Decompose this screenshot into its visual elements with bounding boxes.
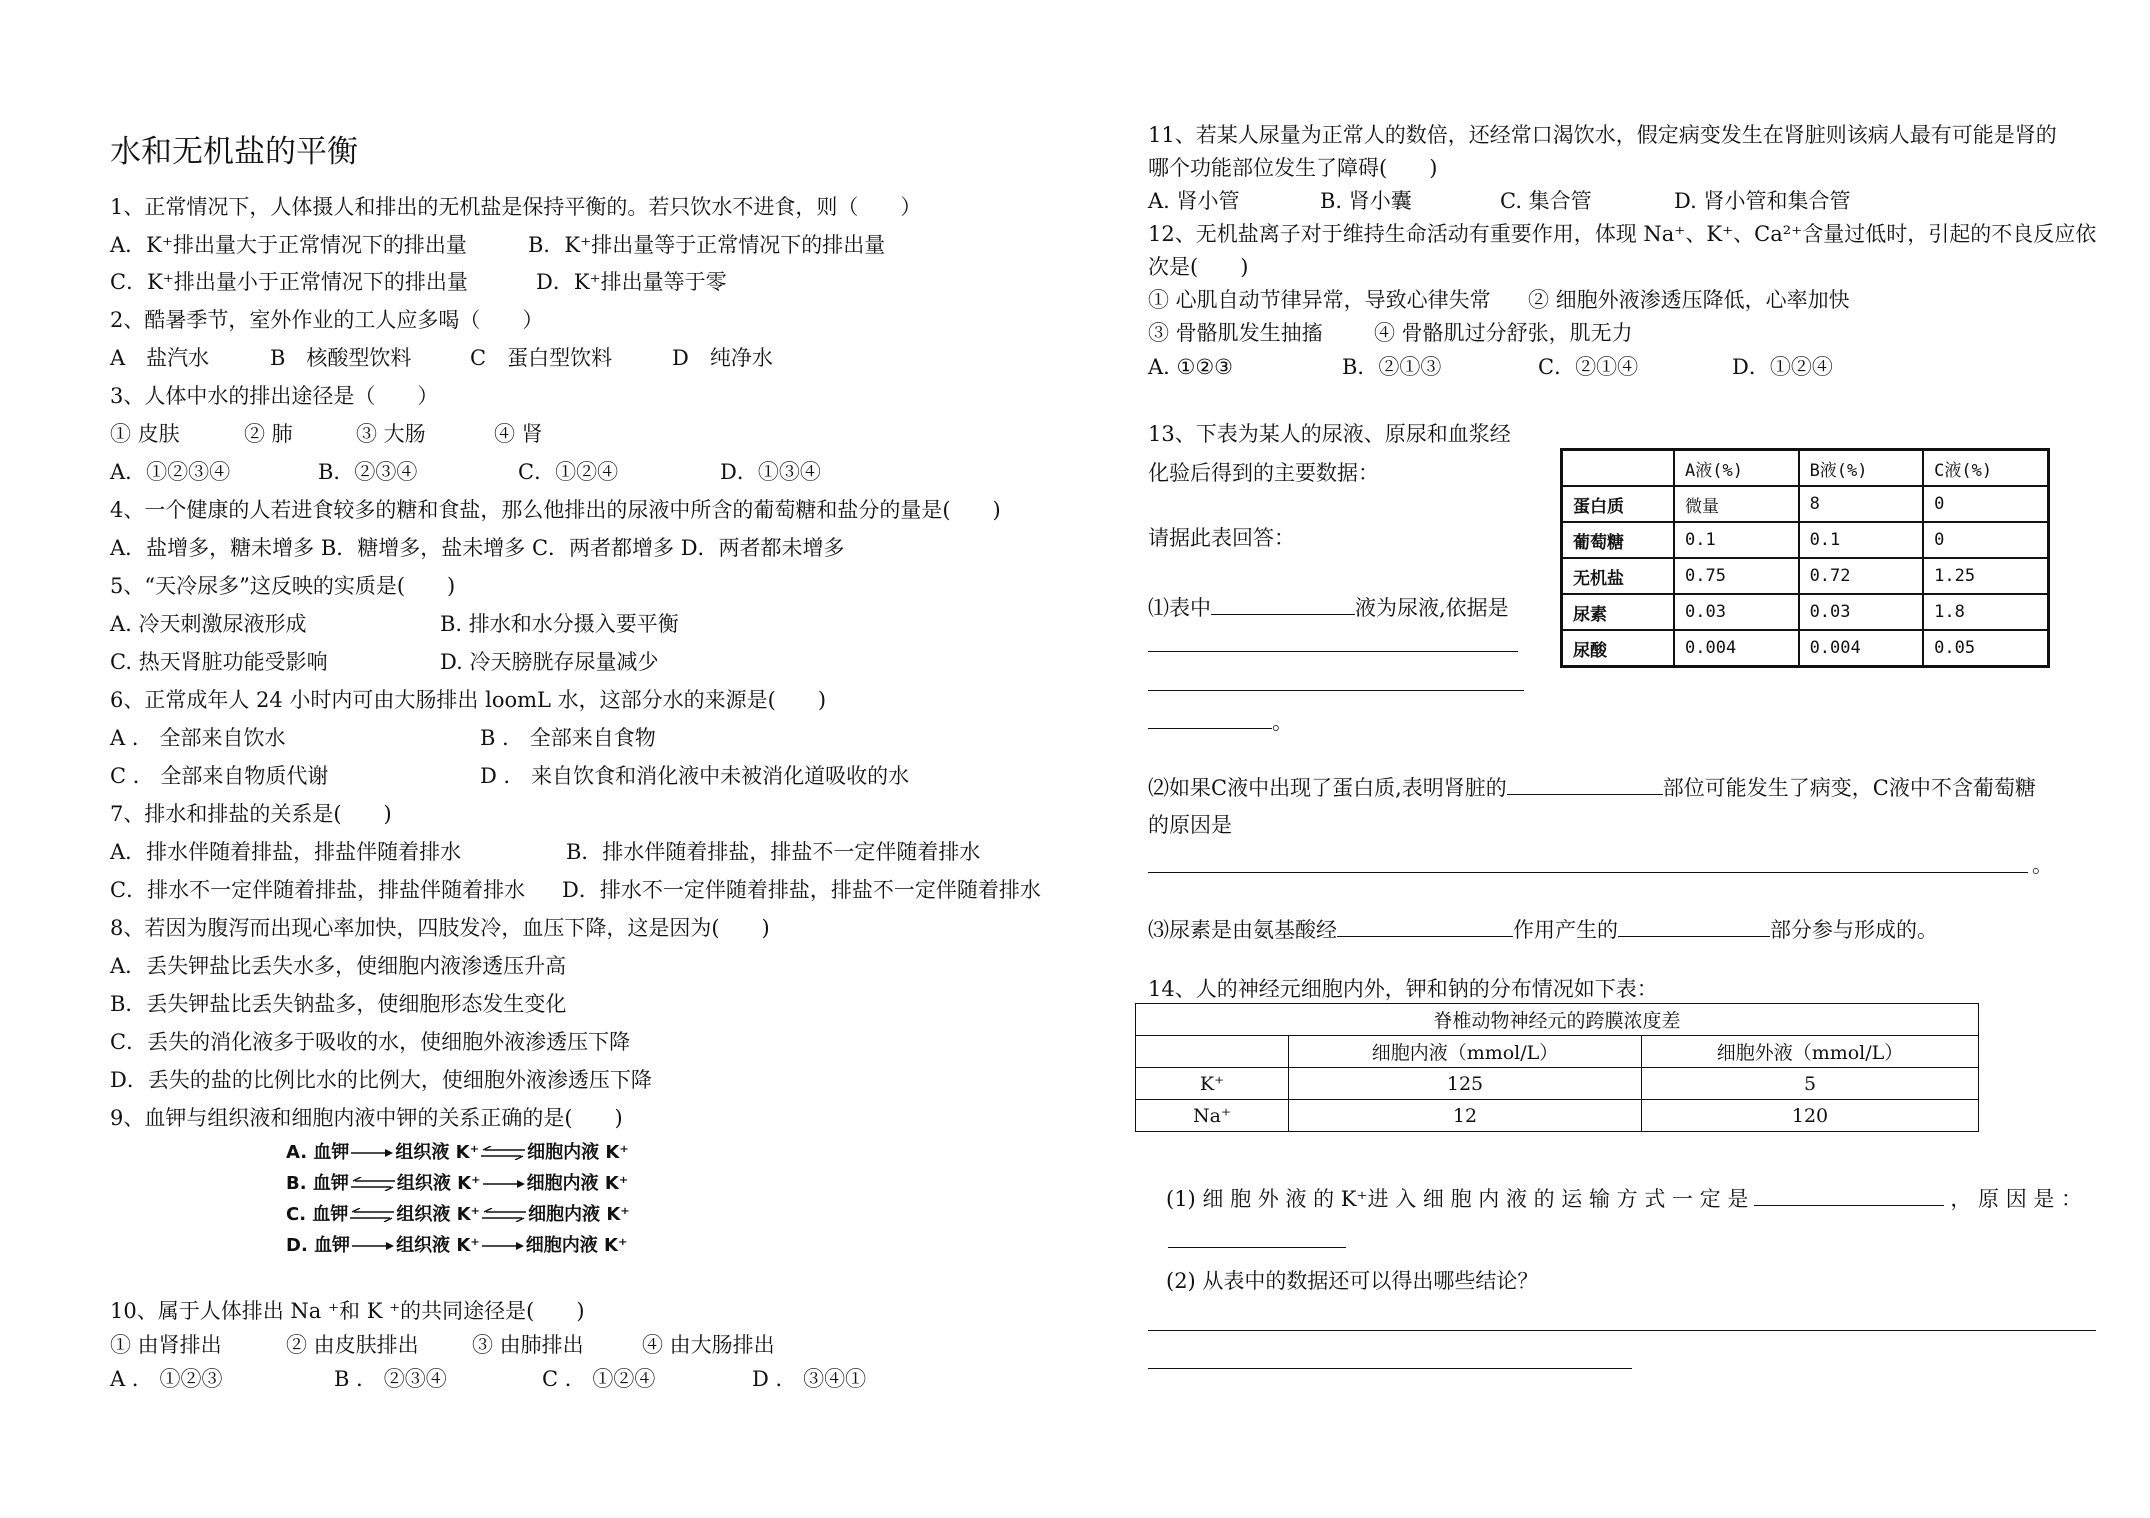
row-label: 尿酸 <box>1562 630 1675 667</box>
q14-sub1-reason: ， 原 因 是 ： <box>1950 1187 2083 1211</box>
q3-option-b[interactable]: B．②③④ <box>318 460 418 484</box>
table-row <box>1562 558 2049 594</box>
q9-tissue-k: 组织液 K⁺ <box>396 1204 481 1225</box>
q9-option-b[interactable] <box>286 1172 628 1196</box>
q2-option-c[interactable]: C 蛋白型饮料 <box>470 346 613 370</box>
table-cell: 0.05 <box>1923 630 2048 667</box>
q2-option-d[interactable]: D 纯净水 <box>672 346 773 370</box>
page-title: 水和无机盐的平衡 <box>110 134 358 170</box>
table-cell: 1.25 <box>1923 558 2048 594</box>
q11-option-c[interactable]: C. 集合管 <box>1500 189 1592 213</box>
q14-table-caption-row <box>1136 1004 1979 1036</box>
q12-stem-line2: 次是( ) <box>1148 255 1249 279</box>
q9-option-b-letter: B. <box>286 1173 307 1194</box>
q1-option-c[interactable]: C．K⁺排出量小于正常情况下的排出量 <box>110 270 468 294</box>
q5-option-b[interactable]: B. 排水和水分摄入要平衡 <box>440 612 679 636</box>
q9-stem: 9、血钾与组织液和细胞内液中钾的关系正确的是( ) <box>110 1106 623 1130</box>
table-cell: 微量 <box>1674 486 1799 522</box>
q6-stem: 6、正常成年人 24 小时内可由大肠排出 loomL 水，这部分水的来源是( ) <box>110 688 827 712</box>
q10-stem: 10、属于人体排出 Na ⁺和 K ⁺的共同途径是( ) <box>110 1299 585 1323</box>
q8-option-b[interactable]: B．丢失钾盐比丢失钠盐多，使细胞形态发生变化 <box>110 992 567 1016</box>
table-cell: 0.004 <box>1799 630 1924 667</box>
q9-blood-k: 血钾 <box>312 1173 349 1194</box>
q13-header-c: C液(%) <box>1923 450 2048 487</box>
q14-sub2-answer-line-1[interactable] <box>1148 1330 2096 1331</box>
q14-sub2-answer-line-2[interactable] <box>1148 1368 1632 1369</box>
q13-stem-line3: 请据此表回答： <box>1148 526 1295 550</box>
q13-part2-answer-line[interactable] <box>1148 872 2028 873</box>
q11-option-a[interactable]: A. 肾小管 <box>1148 189 1240 213</box>
q6-option-c[interactable]: C ． 全部来自物质代谢 <box>110 764 329 788</box>
q13-stem-line1: 13、下表为某人的尿液、原尿和血浆经 <box>1148 422 1511 446</box>
row-label: 蛋白质 <box>1562 486 1675 522</box>
q2-option-b[interactable]: B 核酸型饮料 <box>270 346 412 370</box>
q13-part2-period: 。 <box>2032 853 2053 877</box>
double-arrow-icon <box>481 1146 525 1160</box>
q3-option-d[interactable]: D．①③④ <box>720 460 821 484</box>
q1-stem: 1、正常情况下，人体摄人和排出的无机盐是保持平衡的。若只饮水不进食，则（ ） <box>110 195 922 219</box>
q9-option-a[interactable] <box>286 1141 629 1165</box>
table-row <box>1562 486 2049 522</box>
q13-part3-label: ⑶尿素是由氨基酸经 <box>1148 918 1337 942</box>
table-row <box>1562 630 2049 667</box>
q1-option-b[interactable]: B．K⁺排出量等于正常情况下的排出量 <box>528 233 886 257</box>
q12-option-d[interactable]: D．①②④ <box>1732 355 1833 379</box>
q3-item-3: ③ 大肠 <box>356 422 426 446</box>
table-row <box>1562 522 2049 558</box>
table-cell: 5 <box>1642 1068 1979 1100</box>
q14-data-table <box>1135 1003 1979 1132</box>
q13-part1-text: 液为尿液,依据是 <box>1355 596 1509 620</box>
q14-table-caption: 脊椎动物神经元的跨膜浓度差 <box>1136 1004 1979 1036</box>
q13-table-header <box>1562 450 2049 487</box>
table-cell: 0.72 <box>1799 558 1924 594</box>
q13-part3-text-2: 部分参与形成的。 <box>1770 918 1938 942</box>
table-row <box>1136 1068 1979 1100</box>
q3-item-2: ② 肺 <box>244 422 293 446</box>
q13-part2-label: ⑵如果C液中出现了蛋白质,表明肾脏的 <box>1148 776 1507 800</box>
q9-option-d[interactable] <box>286 1234 628 1258</box>
q8-option-d[interactable]: D．丢失的盐的比例比水的比例大，使细胞外液渗透压下降 <box>110 1068 652 1092</box>
table-cell: 120 <box>1642 1100 1979 1132</box>
q14-sub1-answer-line[interactable] <box>1168 1247 1346 1248</box>
q3-item-4: ④ 肾 <box>494 422 543 446</box>
q11-stem-line2: 哪个功能部位发生了障碍( ) <box>1148 156 1438 180</box>
q9-option-c[interactable] <box>286 1203 630 1227</box>
q13-answer-line-1[interactable] <box>1148 651 1518 652</box>
q14-header-extracellular: 细胞外液（mmol/L） <box>1642 1036 1979 1068</box>
q14-header-empty <box>1136 1036 1289 1068</box>
q14-stem: 14、人的神经元细胞内外，钾和钠的分布情况如下表： <box>1148 977 1658 1001</box>
row-label: K⁺ <box>1136 1068 1289 1100</box>
q13-part1-blank[interactable] <box>1211 594 1355 615</box>
table-cell: 12 <box>1289 1100 1642 1132</box>
q13-data-table <box>1560 448 2050 668</box>
q9-cell-k: 细胞内液 K⁺ <box>526 1173 629 1194</box>
table-cell: 0.75 <box>1674 558 1799 594</box>
table-cell: 0 <box>1923 486 2048 522</box>
q2-stem: 2、酷暑季节，室外作业的工人应多喝（ ） <box>110 308 544 332</box>
q13-part2-blank[interactable] <box>1507 774 1663 795</box>
q3-option-c[interactable]: C．①②④ <box>518 460 619 484</box>
q7-option-d[interactable]: D．排水不一定伴随着排盐，排盐不一定伴随着排水 <box>562 878 1041 902</box>
q13-part2-text: 部位可能发生了病变，C液中不含葡萄糖 <box>1662 776 2036 800</box>
q9-cell-k: 细胞内液 K⁺ <box>528 1204 630 1225</box>
table-cell: 0.1 <box>1674 522 1799 558</box>
q11-option-d[interactable]: D. 肾小管和集合管 <box>1674 189 1851 213</box>
q13-part1-label: ⑴表中 <box>1148 596 1211 620</box>
q12-item-2: ② 细胞外液渗透压降低，心率加快 <box>1528 288 1850 312</box>
q9-blood-k: 血钾 <box>312 1204 349 1225</box>
row-label: 尿素 <box>1562 594 1675 630</box>
q1-option-a[interactable]: A．K⁺排出量大于正常情况下的排出量 <box>110 233 467 257</box>
q4-stem: 4、一个健康的人若进食较多的糖和食盐，那么他排出的尿液中所含的葡萄糖和盐分的量是( ) <box>110 498 1001 522</box>
double-arrow-icon <box>350 1208 394 1222</box>
q10-item-2: ② 由皮肤排出 <box>286 1333 419 1357</box>
q10-option-d[interactable]: D ． ③④① <box>752 1367 867 1391</box>
q12-stem-line1: 12、无机盐离子对于维持生命活动有重要作用，体现 Na⁺、K⁺、Ca²⁺含量过低时，引起的不良反应依 <box>1148 222 2097 246</box>
q13-part3-text-1: 作用产生的 <box>1513 918 1618 942</box>
q11-option-b[interactable]: B. 肾小囊 <box>1320 189 1412 213</box>
right-arrow-icon <box>352 1240 394 1252</box>
q5-option-c[interactable]: C. 热天肾脏功能受影响 <box>110 650 328 674</box>
q8-option-a[interactable]: A．丢失钾盐比丢失水多，使细胞内液渗透压升高 <box>110 954 567 978</box>
q13-part1 <box>1148 594 1509 621</box>
q12-item-3: ③ 骨骼肌发生抽搐 <box>1148 321 1323 345</box>
table-cell: 0.004 <box>1674 630 1799 667</box>
q13-part3 <box>1148 916 1938 943</box>
q10-option-a[interactable]: A ． ①②③ <box>110 1367 223 1391</box>
q6-option-d[interactable]: D ． 来自饮食和消化液中未被消化道吸收的水 <box>480 764 910 788</box>
q9-option-c-letter: C. <box>286 1204 307 1225</box>
q13-part2-reason: 的原因是 <box>1148 813 1232 837</box>
q13-answer-line-2[interactable] <box>1148 690 1524 691</box>
q13-header-empty <box>1562 450 1675 487</box>
q1-option-d[interactable]: D．K⁺排出量等于零 <box>536 270 727 294</box>
q9-tissue-k: 组织液 K⁺ <box>396 1173 481 1194</box>
q14-table-header <box>1136 1036 1979 1068</box>
table-row <box>1136 1100 1979 1132</box>
q13-part1-end <box>1148 708 1293 735</box>
q13-part2 <box>1148 774 2036 801</box>
q3-item-1: ① 皮肤 <box>110 422 180 446</box>
q12-item-1: ① 心肌自动节律异常，导致心律失常 <box>1148 288 1491 312</box>
q5-option-a[interactable]: A. 冷天刺激尿液形成 <box>110 612 307 636</box>
q13-part3-blank-1[interactable] <box>1337 916 1513 937</box>
table-cell: 0.1 <box>1799 522 1924 558</box>
table-row <box>1562 594 2049 630</box>
q10-item-4: ④ 由大肠排出 <box>642 1333 775 1357</box>
q8-option-c[interactable]: C．丢失的消化液多于吸收的水，使细胞外液渗透压下降 <box>110 1030 631 1054</box>
q11-stem-line1: 11、若某人尿量为正常人的数倍，还经常口渴饮水，假定病变发生在肾脏则该病人最有可能是肾的 <box>1148 123 2057 147</box>
table-cell: 1.8 <box>1923 594 2048 630</box>
q13-header-b: B液(%) <box>1799 450 1924 487</box>
q7-option-a[interactable]: A．排水伴随着排盐，排盐伴随着排水 <box>110 840 462 864</box>
q8-stem: 8、若因为腹泻而出现心率加快，四肢发冷，血压下降，这是因为( ) <box>110 916 770 940</box>
q14-sub1-blank[interactable] <box>1754 1185 1944 1206</box>
table-cell: 125 <box>1289 1068 1642 1100</box>
q13-answer-line-3[interactable] <box>1148 708 1272 729</box>
q9-cell-k: 细胞内液 K⁺ <box>527 1142 629 1163</box>
q7-option-c[interactable]: C．排水不一定伴随着排盐，排盐伴随着排水 <box>110 878 526 902</box>
q14-header-intracellular: 细胞内液（mmol/L） <box>1289 1036 1642 1068</box>
q12-option-b[interactable]: B．②①③ <box>1342 355 1442 379</box>
q10-option-b[interactable]: B ． ②③④ <box>334 1367 447 1391</box>
table-cell: 8 <box>1799 486 1924 522</box>
q14-sub2: (2) 从表中的数据还可以得出哪些结论？ <box>1166 1269 1539 1293</box>
q6-option-b[interactable]: B ． 全部来自食物 <box>480 726 656 750</box>
q9-blood-k: 血钾 <box>314 1235 351 1256</box>
q4-options[interactable]: A．盐增多，糖未增多 B．糖增多，盐未增多 C．两者都增多 D．两者都未增多 <box>110 536 845 560</box>
q9-cell-k: 细胞内液 K⁺ <box>525 1235 628 1256</box>
q13-part1-period: 。 <box>1272 710 1293 734</box>
q5-stem: 5、“天冷尿多”这反映的实质是( ) <box>110 574 456 598</box>
q10-item-1: ① 由肾排出 <box>110 1333 222 1357</box>
row-label: 无机盐 <box>1562 558 1675 594</box>
q9-tissue-k: 组织液 K⁺ <box>395 1142 480 1163</box>
double-arrow-icon <box>482 1208 526 1222</box>
row-label: 葡萄糖 <box>1562 522 1675 558</box>
q9-option-a-letter: A. <box>286 1142 308 1163</box>
q9-blood-k: 血钾 <box>313 1142 350 1163</box>
q2-option-a[interactable]: A 盐汽水 <box>110 346 210 370</box>
right-arrow-icon <box>351 1147 393 1159</box>
q9-tissue-k: 组织液 K⁺ <box>396 1235 480 1256</box>
row-label: Na⁺ <box>1136 1100 1289 1132</box>
q12-option-c[interactable]: C．②①④ <box>1538 355 1639 379</box>
right-arrow-icon <box>483 1178 525 1190</box>
q13-header-a: A液(%) <box>1674 450 1799 487</box>
q5-option-d[interactable]: D. 冷天膀胱存尿量减少 <box>440 650 659 674</box>
q13-part3-blank-2[interactable] <box>1618 916 1770 937</box>
right-arrow-icon <box>482 1240 524 1252</box>
q3-option-a[interactable]: A．①②③④ <box>110 460 231 484</box>
q12-item-4: ④ 骨骼肌过分舒张，肌无力 <box>1374 321 1633 345</box>
double-arrow-icon <box>351 1177 395 1191</box>
q3-stem: 3、人体中水的排出途径是（ ） <box>110 384 439 408</box>
q10-item-3: ③ 由肺排出 <box>472 1333 584 1357</box>
q7-option-b[interactable]: B．排水伴随着排盐，排盐不一定伴随着排水 <box>566 840 981 864</box>
q6-option-a[interactable]: A ． 全部来自饮水 <box>110 726 286 750</box>
table-cell: 0.03 <box>1674 594 1799 630</box>
q14-sub1 <box>1166 1185 2082 1212</box>
q10-option-c[interactable]: C ． ①②④ <box>542 1367 656 1391</box>
q13-stem-line2: 化验后得到的主要数据： <box>1148 461 1379 485</box>
q7-stem: 7、排水和排盐的关系是( ) <box>110 802 392 826</box>
q9-option-d-letter: D. <box>286 1235 308 1256</box>
q14-sub1-text: (1) 细 胞 外 液 的 K⁺进 入 细 胞 内 液 的 运 输 方 式 一 定 是 <box>1166 1187 1749 1211</box>
table-cell: 0 <box>1923 522 2048 558</box>
table-cell: 0.03 <box>1799 594 1924 630</box>
q12-option-a[interactable]: A. ①②③ <box>1148 355 1233 379</box>
